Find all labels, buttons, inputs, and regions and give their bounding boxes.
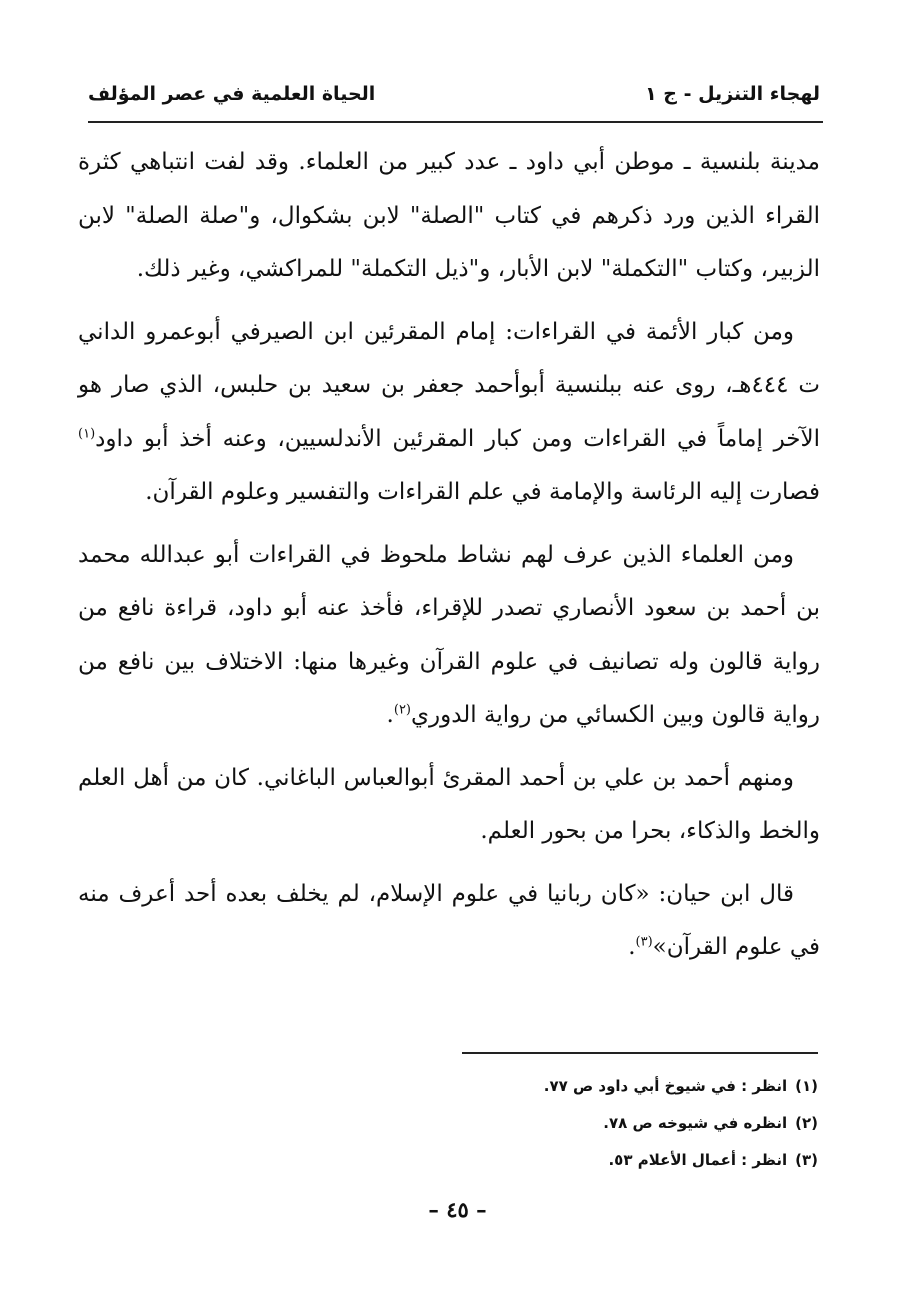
footnote-number: (٢) xyxy=(795,1114,818,1132)
footnote-item xyxy=(300,1142,818,1179)
page-number: – ٤٥ – xyxy=(428,1197,487,1222)
footnote-divider xyxy=(462,1052,818,1054)
header-chapter-title: الحياة العلمية في عصر المؤلف xyxy=(88,83,376,105)
footnote-text: انظره في شيوخه ص ٧٨. xyxy=(603,1114,788,1132)
footnote-reference[interactable]: (٣) xyxy=(635,934,653,950)
footnote-text: انظر : أعمال الأعلام ٥٣. xyxy=(608,1151,788,1169)
paragraph xyxy=(78,529,820,743)
footnote-number: (١) xyxy=(795,1077,818,1095)
footnote-item xyxy=(300,1105,818,1142)
running-header xyxy=(88,76,820,112)
footnote-reference[interactable]: (١) xyxy=(78,425,96,441)
footnote-item xyxy=(300,1068,818,1105)
footnote-text: انظر : في شيوخ أبي داود ص ٧٧. xyxy=(543,1077,788,1095)
paragraph-text: قال ابن حيان: «كان ربانيا في علوم الإسلام، لم يخلف بعده أحد أعرف منه في علوم القرآن» xyxy=(78,880,820,960)
footnote-reference[interactable]: (٢) xyxy=(393,702,411,718)
paragraph-text: ومنهم أحمد بن علي بن أحمد المقرئ أبوالعباس الباغاني. كان من أهل العلم والخط والذكاء، بحرا من بحور العلم. xyxy=(78,764,820,844)
paragraph xyxy=(78,868,820,975)
paragraph-text: ومن العلماء الذين عرف لهم نشاط ملحوظ في القراءات أبو عبدالله محمد بن أحمد بن سعود الأنصاري تصدر للإقراء، فأخذ عنه أبو داود، قراءة نافع من رواية قالون وله تصانيف في علوم القرآن وغيرها منها: الاختلاف بين نافع من رواية قالون وبين الكسائي من رواية الدوري xyxy=(78,541,820,728)
header-book-title: لهجاء التنزيل - ج ١ xyxy=(645,83,820,105)
main-text xyxy=(78,136,820,984)
paragraph-text: مدينة بلنسية ـ موطن أبي داود ـ عدد كبير من العلماء. وقد لفت انتباهي كثرة القراء الذين ورد ذكرهم في كتاب "الصلة" لابن بشكوال، و"صلة الصلة" لابن الزبير، وكتاب "التكملة" لابن الأبار، و"ذيل التكملة" للمراكشي، وغير ذلك. xyxy=(78,149,820,282)
paragraph-text: . xyxy=(386,702,394,728)
header-divider xyxy=(88,121,823,123)
footnote-number: (٣) xyxy=(795,1151,818,1169)
paragraph-text: ومن كبار الأئمة في القراءات: إمام المقرئين ابن الصيرفي أبوعمرو الداني ت ٤٤٤هـ، روى عنه ببلنسية أبوأحمد جعفر بن سعيد بن حلبس، الذي صار هو الآخر إماماً في القراءات ومن كبار المقرئين الأندلسيين، وعنه أخذ أبو داود xyxy=(78,318,820,452)
paragraph-text: . xyxy=(628,934,636,960)
paragraph xyxy=(78,306,820,520)
paragraph xyxy=(78,136,820,297)
paragraph-text: فصارت إليه الرئاسة والإمامة في علم القراءات والتفسير وعلوم القرآن. xyxy=(145,479,820,505)
paragraph xyxy=(78,752,820,859)
footnotes xyxy=(300,1068,818,1179)
